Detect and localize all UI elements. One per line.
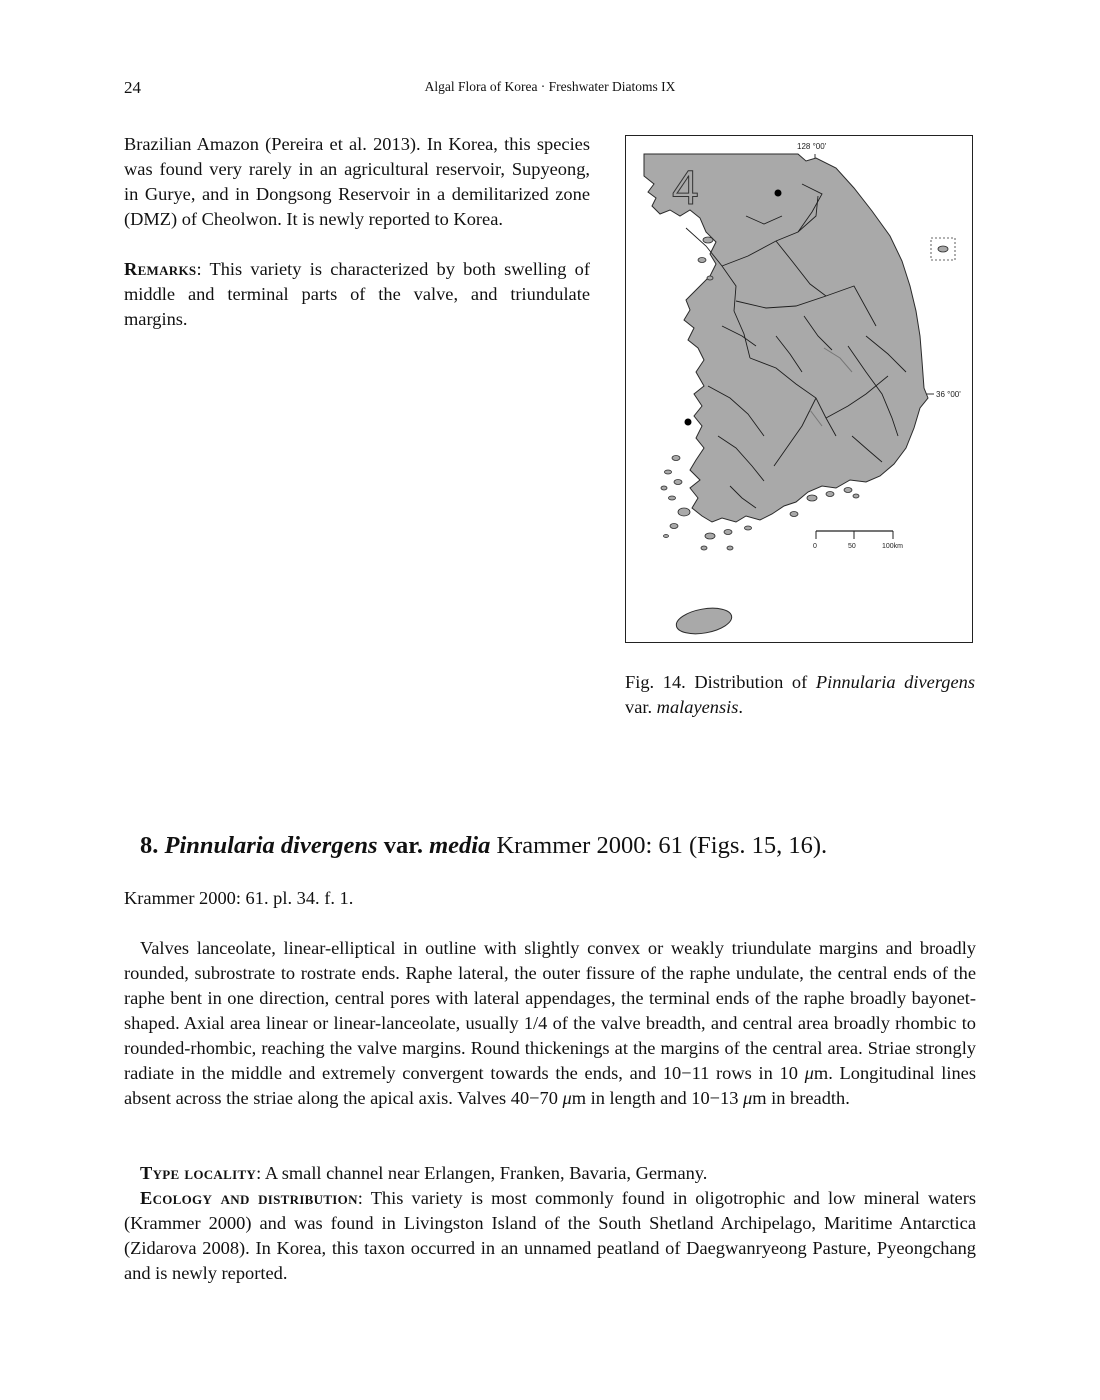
ecology-label: Ecology and distribution: [140, 1188, 358, 1208]
description-text-4: m in breadth.: [752, 1088, 850, 1108]
section-heading: [140, 830, 980, 862]
ecology-paragraph: Ecology and distribution: This variety is most commonly found in oligotrophic and low mineral waters (Krammer 2000) and was found in Livingston Island of the South Shetland Archipelago, Maritime Antarctica (Zidarova 2008). In Korea, this taxon occurred in an unnamed peatland of Daegwanryeong Pasture, Pyeongchang and is newly reported.: [124, 1188, 977, 1283]
distribution-map-figure: [625, 135, 973, 643]
occurrence-point-dongsong: [775, 190, 782, 197]
section-variety: media: [429, 832, 491, 859]
description-text-2: m. Longitudinal lines absent across the striae along the apical axis. Valves 40−70: [124, 1063, 976, 1108]
paragraph-continuation: Brazilian Amazon (Pereira et al. 2013). In Korea, this species was found very rarely in an agricultural reservoir, Supyeong, in Gurye, and in Dongsong Reservoir in a demilitarized zone (DMZ) of Cheolwon. It is newly reported to Korea.: [124, 134, 590, 229]
scale-tick-0: 0: [813, 543, 817, 550]
description-paragraph: [124, 936, 976, 1111]
jeju-island: [674, 604, 733, 637]
section-var: var.: [383, 832, 423, 859]
mu-symbol: μ: [743, 1088, 753, 1108]
running-title: Algal Flora of Korea · Freshwater Diatoms IX: [424, 79, 676, 94]
scale-tick-50: 50: [848, 543, 856, 550]
mu-symbol: μ: [562, 1088, 572, 1108]
longitude-label: 128 °00': [797, 142, 827, 151]
remarks-paragraph: Remarks: This variety is characterized by both swelling of middle and terminal parts of the valve, and triundulate margins.: [124, 259, 590, 329]
left-column-text: [124, 132, 590, 332]
caption-variety: malayensis: [656, 697, 739, 717]
caption-taxon: Pinnularia divergens: [815, 672, 975, 692]
page-header: [124, 78, 976, 100]
type-locality-label: Type locality: [140, 1163, 257, 1183]
scale-tick-100: 100km: [882, 543, 904, 550]
caption-end: .: [738, 697, 744, 717]
remarks-text: This variety is characterized by both swelling of middle and terminal parts of the valve, and triundulate margins.: [124, 259, 590, 329]
section-number: 8.: [140, 832, 159, 859]
description-text-1: Valves lanceolate, linear-elliptical in outline with slightly convex or weakly triundulate margins and broadly rounded, subrostrate to rostrate ends. Raphe lateral, the outer fissure of the raphe undulate, the central ends of the raphe bent in one direction, central pores with lateral appendages, the terminal ends of the raphe broadly bayonet-shaped. Axial area linear or linear-lanceolate, usually 1/4 of the valve breadth, and central area broadly rhombic to rounded-rhombic, reaching the valve margins. Round thickenings at the margins of the central area. Striae strongly radiate in the middle and extremely convergent towards the ends, and 10−11 rows in 10: [124, 938, 976, 1083]
caption-prefix: Fig. 14. Distribution of: [625, 672, 816, 692]
remarks-label: Remarks: [124, 259, 197, 279]
korea-map: [626, 136, 972, 642]
occurrence-point-supyeong: [685, 419, 692, 426]
section-citation: Krammer 2000: 61 (Figs. 15, 16).: [496, 832, 828, 859]
page-number: 24: [124, 78, 141, 97]
caption-var: var.: [625, 697, 657, 717]
notes-block: [124, 1161, 976, 1286]
reference-line: Krammer 2000: 61. pl. 34. f. 1.: [124, 888, 354, 908]
mu-symbol: μ: [804, 1063, 814, 1083]
scale-bar: [813, 531, 903, 550]
ecology-text: This variety is most commonly found in oligotrophic and low mineral waters (Krammer 2000) and was found in Livingston Island of the South Shetland Archipelago, Maritime Antarctica (Zidarova 2008). In Korea, this taxon occurred in an unnamed peatland of Daegwanryeong Pasture, Pyeongchang and is newly reported.: [124, 1188, 977, 1283]
description-text-3: m in length and 10−13: [571, 1088, 744, 1108]
figure-caption: [625, 670, 975, 720]
type-locality-text: A small channel near Erlangen, Franken, Bavaria, Germany.: [264, 1163, 708, 1183]
type-locality-paragraph: Type locality: A small channel near Erlangen, Franken, Bavaria, Germany.: [140, 1163, 708, 1183]
section-taxon: Pinnularia divergens: [164, 832, 378, 859]
latitude-label: 36 °00': [936, 390, 961, 399]
ulleungdo-island: [938, 246, 948, 252]
figure-corner-mark: 4: [672, 162, 699, 215]
